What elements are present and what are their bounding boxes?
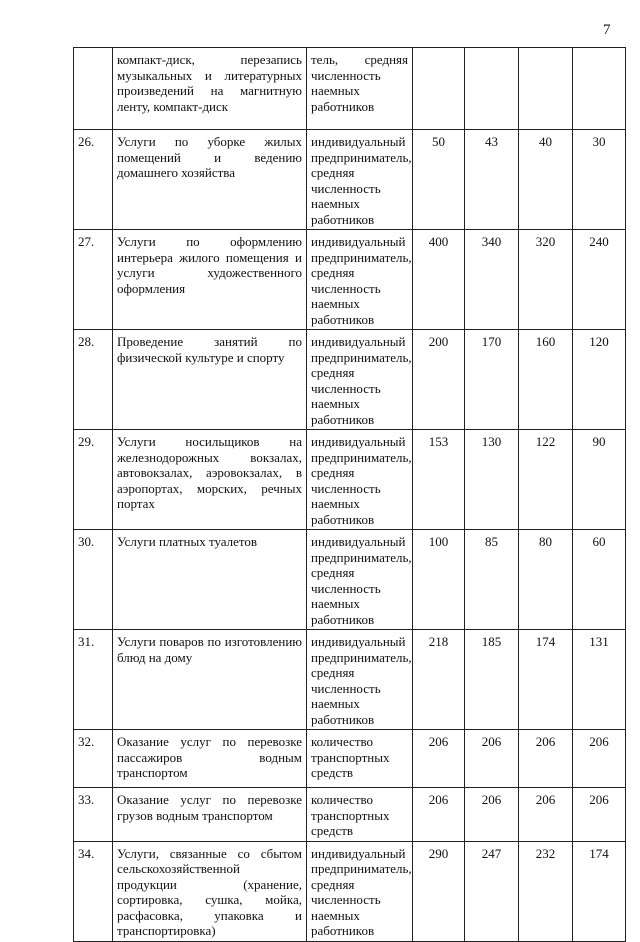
value-cell: 170 [465,330,519,430]
service-description: компакт-диск, перезапись музыкальных и литературных произведений на магнитную ленту, компакт-диск [113,48,307,130]
page-number: 7 [603,22,611,38]
table-row [74,130,626,230]
physical-indicator: тель, средняя численность наемных работников [307,48,413,130]
value-cell: 174 [519,630,573,730]
physical-indicator: индивидуальный предприниматель, средняя численность наемных работников [307,230,413,330]
row-number: 29. [74,430,113,530]
row-number: 26. [74,130,113,230]
table-row [74,630,626,730]
value-cell: 232 [519,841,573,941]
service-description: Услуги по уборке жилых помещений и ведению домашнего хозяйства [113,130,307,230]
service-description: Проведение занятий по физической культуре и спорту [113,330,307,430]
value-cell [413,48,465,130]
value-cell: 160 [519,330,573,430]
service-description: Услуги поваров по изготовлению блюд на дому [113,630,307,730]
value-cell: 40 [519,130,573,230]
physical-indicator: количество транспортных средств [307,788,413,842]
value-cell: 185 [465,630,519,730]
row-number: 28. [74,330,113,430]
value-cell: 60 [573,530,626,630]
row-number: 27. [74,230,113,330]
value-cell: 206 [465,788,519,842]
value-cell: 206 [519,730,573,788]
value-cell: 290 [413,841,465,941]
row-number: 31. [74,630,113,730]
table-row [74,730,626,788]
table-row [74,230,626,330]
value-cell: 43 [465,130,519,230]
value-cell: 100 [413,530,465,630]
table-row [74,841,626,941]
value-cell: 130 [465,430,519,530]
row-number: 34. [74,841,113,941]
row-number: 33. [74,788,113,842]
physical-indicator: индивидуальный предприниматель, средняя численность наемных работников [307,430,413,530]
value-cell: 131 [573,630,626,730]
service-description: Услуги по оформлению интерьера жилого помещения и услуги художественного оформления [113,230,307,330]
table-row [74,430,626,530]
physical-indicator: индивидуальный предприниматель, средняя численность наемных работников [307,330,413,430]
value-cell [519,48,573,130]
service-description: Услуги носильщиков на железнодорожных вокзалах, автовокзалах, аэровокзалах, в аэропортах, морских, речных портах [113,430,307,530]
value-cell: 240 [573,230,626,330]
table-row [74,330,626,430]
value-cell: 218 [413,630,465,730]
row-number [74,48,113,130]
row-number: 30. [74,530,113,630]
value-cell: 206 [519,788,573,842]
value-cell: 206 [465,730,519,788]
physical-indicator: индивидуальный предприниматель, средняя численность наемных работников [307,530,413,630]
physical-indicator: индивидуальный предприниматель, средняя численность наемных работников [307,841,413,941]
value-cell: 206 [413,730,465,788]
value-cell: 174 [573,841,626,941]
tax-rates-table [73,47,626,942]
table-row [74,530,626,630]
service-description: Услуги платных туалетов [113,530,307,630]
value-cell: 120 [573,330,626,430]
value-cell: 122 [519,430,573,530]
value-cell: 30 [573,130,626,230]
row-number: 32. [74,730,113,788]
value-cell: 206 [573,788,626,842]
value-cell: 247 [465,841,519,941]
value-cell: 90 [573,430,626,530]
value-cell: 50 [413,130,465,230]
value-cell: 206 [413,788,465,842]
value-cell: 153 [413,430,465,530]
value-cell: 320 [519,230,573,330]
value-cell: 206 [573,730,626,788]
value-cell: 80 [519,530,573,630]
value-cell: 200 [413,330,465,430]
value-cell [573,48,626,130]
value-cell [465,48,519,130]
table-row [74,788,626,842]
table-row [74,48,626,130]
physical-indicator: количество транспортных средств [307,730,413,788]
value-cell: 400 [413,230,465,330]
service-description: Оказание услуг по перевозке пассажиров водным транспортом [113,730,307,788]
service-description: Услуги, связанные со сбытом сельскохозяйственной продукции (хранение, сортировка, сушка, мойка, расфасовка, упаковка и транспортировка) [113,841,307,941]
value-cell: 340 [465,230,519,330]
physical-indicator: индивидуальный предприниматель, средняя численность наемных работников [307,630,413,730]
value-cell: 85 [465,530,519,630]
service-description: Оказание услуг по перевозке грузов водным транспортом [113,788,307,842]
physical-indicator: индивидуальный предприниматель, средняя численность наемных работников [307,130,413,230]
